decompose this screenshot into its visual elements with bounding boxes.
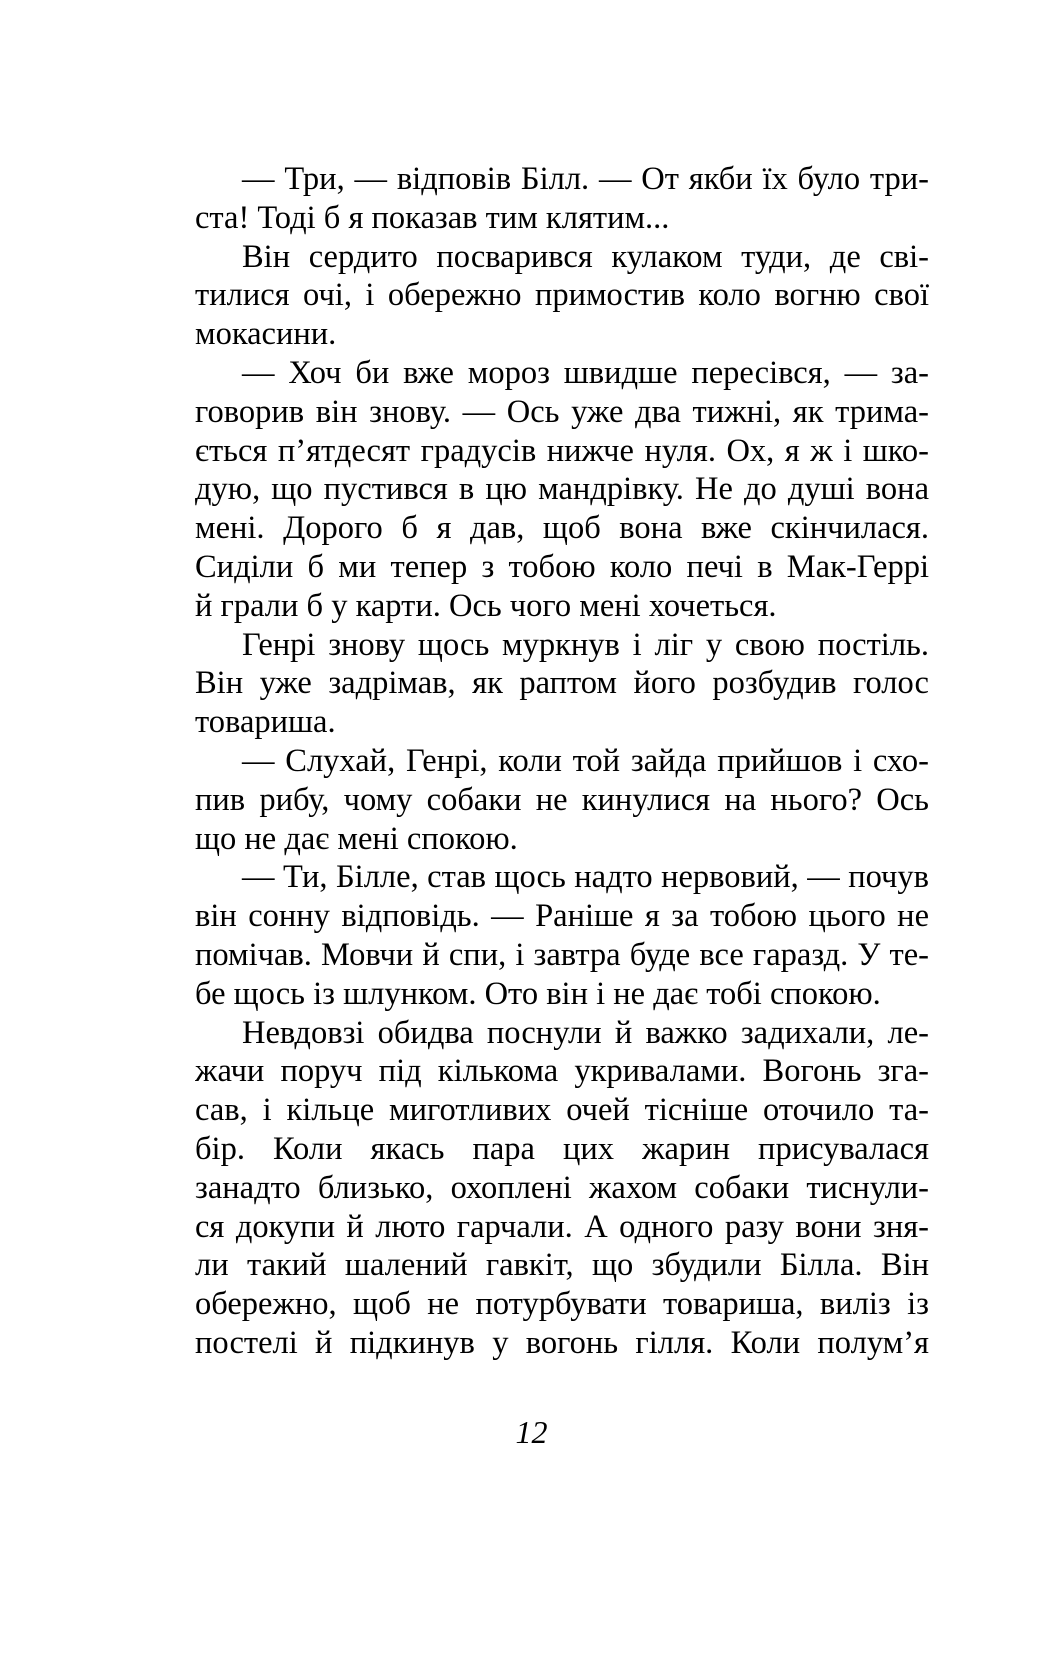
text-line: ється п’ятдесят градусів нижче нуля. Ох, я ж і шко- <box>195 432 929 469</box>
text-line: пив рибу, чому собаки не кинулися на нього? Ось <box>195 781 929 818</box>
text-line: — Ти, Білле, став щось надто нервовий, — почув <box>242 859 929 896</box>
text-line: сав, і кільце миготливих очей тісніше оточило та- <box>195 1092 929 1129</box>
text-line: — Слухай, Генрі, коли той зайда прийшов і схо- <box>242 742 929 779</box>
text-line: занадто близько, охоплені жахом собаки тиснули- <box>195 1169 929 1206</box>
text-line: обережно, щоб не потурбувати товариша, виліз із <box>195 1286 929 1323</box>
text-line: Невдовзі обидва поснули й важко задихали, ле- <box>242 1014 929 1051</box>
text-line: що не дає мені спокою. <box>195 820 518 857</box>
text-line: постелі й підкинув у вогонь гілля. Коли полум’я <box>195 1324 929 1361</box>
text-line: ста! Тоді б я показав тим клятим... <box>195 199 670 236</box>
text-line: Сиділи б ми тепер з тобою коло печі в Мак-Геррі <box>195 548 929 585</box>
text-line: мені. Дорого б я дав, щоб вона вже скінчилася. <box>195 510 929 547</box>
text-line: тилися очі, і обережно примостив коло вогню свої <box>195 277 929 314</box>
text-line: — Три, — відповів Білл. — От якби їх було три- <box>242 161 929 197</box>
text-line: Він уже задрімав, як раптом його розбудив голос <box>195 665 929 702</box>
text-line: він сонну відповідь. — Раніше я за тобою цього не <box>195 898 929 935</box>
text-line: бір. Коли якась пара цих жарин присувалася <box>195 1130 929 1167</box>
text-line: ся докупи й люто гарчали. А одного разу вони зня- <box>195 1208 929 1245</box>
text-line: жачи поруч під кількома укривалами. Вогонь зга- <box>195 1053 929 1090</box>
text-line: Він сердито посварився кулаком туди, де сві- <box>242 238 929 275</box>
text-line: ли такий шалений гавкіт, що збудили Білла. Він <box>195 1247 929 1284</box>
text-line: мокасини. <box>195 316 337 353</box>
text-line: дую, що пустився в цю мандрівку. Не до душі вона <box>195 471 929 508</box>
text-line: говорив він знову. — Ось уже два тижні, як трима- <box>195 393 929 430</box>
text-line: Генрі знову щось муркнув і ліг у свою постіль. <box>242 626 929 663</box>
text-line: — Хоч би вже мороз швидше пересівся, — за- <box>242 354 929 391</box>
page-number: 12 <box>515 1414 548 1450</box>
text-line: бе щось із шлунком. Ото він і не дає тобі спокою. <box>195 975 881 1012</box>
body-text <box>195 160 929 1363</box>
text-line: й грали б у карти. Ось чого мені хочеться. <box>195 587 777 624</box>
text-line: помічав. Мовчи й спи, і завтра буде все гаразд. У те- <box>195 936 929 973</box>
text-line: товариша. <box>195 704 336 741</box>
